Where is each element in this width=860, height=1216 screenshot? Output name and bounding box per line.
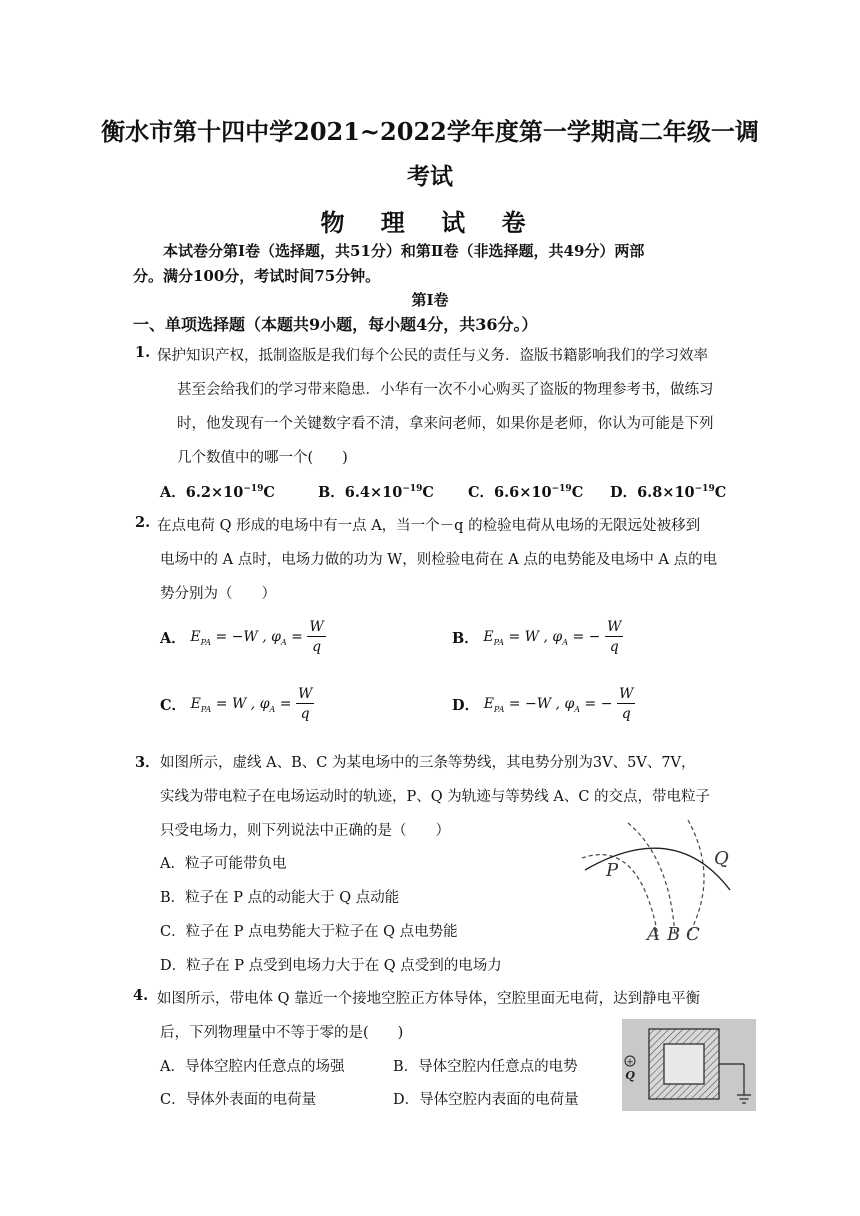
question-3-line1: 如图所示，虚线 A、B、C 为某电场中的三条等势线，其电势分别为3V、5V、7V， (160, 755, 696, 771)
question-1-line2: 甚至会给我们的学习带来隐患．小华有一次不小心购买了盗版的物理参考书，做练习 (177, 382, 714, 398)
question-3-option-a[interactable]: A．粒子可能带负电 (160, 856, 287, 872)
question-4-line1: 如图所示，带电体 Q 靠近一个接地空腔正方体导体，空腔里面无电荷，达到静电平衡 (157, 991, 701, 1007)
question-3-number: 3． (135, 754, 160, 771)
question-3-option-d[interactable]: D．粒子在 P 点受到电场力大于在 Q 点受到的电场力 (160, 958, 502, 974)
equipotential-line-b (628, 823, 675, 936)
question-4-option-a[interactable]: A．导体空腔内任意点的场强 (160, 1059, 345, 1075)
question-2-option-c[interactable]: C． $E_{PA} = W$ , $\varphi_A$ = $\frac{W}{q}$ (160, 686, 313, 722)
question-2-line2: 电场中的 A 点时，电场力做的功为 W，则检验电荷在 A 点的电势能及电场中 A 点的电 (160, 552, 718, 568)
question-1-line3: 时，他发现有一个关键数字看不清，拿来问老师，如果你是老师，你认为可能是下列 (177, 416, 714, 432)
question-1-line4: 几个数值中的哪一个( ) (177, 450, 348, 466)
question-3-line2: 实线为带电粒子在电场运动时的轨迹，P、Q 为轨迹与等势线 A、C 的交点，带电粒子 (160, 789, 711, 805)
volume-heading: 第Ⅰ卷 (411, 291, 449, 309)
question-4-line2: 后，下列物理量中不等于零的是( ) (160, 1025, 404, 1041)
question-2-option-d[interactable]: D． $E_{PA} = -W$ , $\varphi_A$ = − $\frac{W}{q}$ (452, 686, 634, 722)
question-2-number: 2. (135, 514, 151, 531)
question-2-option-a[interactable]: A． $E_{PA} = -W$ , $\varphi_A$ = $\frac{W}{q}$ (160, 619, 324, 655)
point-q-label: Q (714, 848, 729, 869)
equipotential-figure (580, 818, 740, 948)
line-b-label: B (667, 924, 681, 945)
exam-title-line2: 考试 (407, 163, 453, 190)
equipotential-line-c (688, 820, 704, 936)
line-a-label: A (647, 924, 660, 945)
point-p-label: P (606, 860, 619, 881)
question-4-option-b[interactable]: B．导体空腔内任意点的电势 (393, 1059, 578, 1075)
question-1-option-b[interactable]: B．$6.4\times 10^{-19}C$ (318, 484, 434, 501)
question-2-line1: 在点电荷 Q 形成的电场中有一点 A，当一个－q 的检验电荷从电场的无限远处被移到 (157, 518, 701, 534)
question-3-option-c[interactable]: C．粒子在 P 点电势能大于粒子在 Q 点电势能 (160, 924, 458, 940)
question-1-line1: 保护知识产权，抵制盗版是我们每个公民的责任与义务．盗版书籍影响我们的学习效率 (157, 348, 708, 364)
line-c-label: C (686, 924, 700, 945)
intro-line2: 分。满分100分，考试时间75分钟。 (133, 267, 381, 285)
question-2-option-b[interactable]: B． $E_{PA} = W$ , $\varphi_A$ = − $\frac{W}{q}$ (452, 619, 622, 655)
section-heading: 一、单项选择题（本题共9小题，每小题4分，共36分。） (133, 315, 538, 334)
charge-q-label: Q (625, 1069, 635, 1082)
question-2-line3: 势分别为（ ） (160, 586, 276, 602)
question-1-option-c[interactable]: C．$6.6\times 10^{-19}C$ (468, 484, 584, 501)
question-4-number: 4. (133, 987, 149, 1004)
question-4-option-c[interactable]: C．导体外表面的电荷量 (160, 1092, 317, 1108)
question-1-option-a[interactable]: A．$6.2\times 10^{-19}C$ (160, 484, 275, 501)
hollow-conductor-figure (622, 1019, 756, 1111)
exam-subtitle: 物 理 试 卷 (320, 208, 540, 237)
plus-sign: + (626, 1057, 634, 1068)
question-3-line3: 只受电场力，则下列说法中正确的是（ ） (160, 823, 450, 839)
question-3-option-b[interactable]: B．粒子在 P 点的动能大于 Q 点动能 (160, 890, 400, 906)
intro-line1: 本试卷分第Ⅰ卷（选择题，共51分）和第Ⅱ卷（非选择题，共49分）两部 (163, 242, 645, 260)
exam-title-line1: 衡水市第十四中学2021~2022学年度第一学期高二年级一调 (101, 117, 759, 146)
question-4-option-d[interactable]: D．导体空腔内表面的电荷量 (393, 1092, 579, 1108)
question-1-number: 1. (135, 344, 151, 361)
conductor-cavity (664, 1044, 704, 1084)
question-1-option-d[interactable]: D．$6.8\times 10^{-19}C$ (610, 484, 727, 501)
